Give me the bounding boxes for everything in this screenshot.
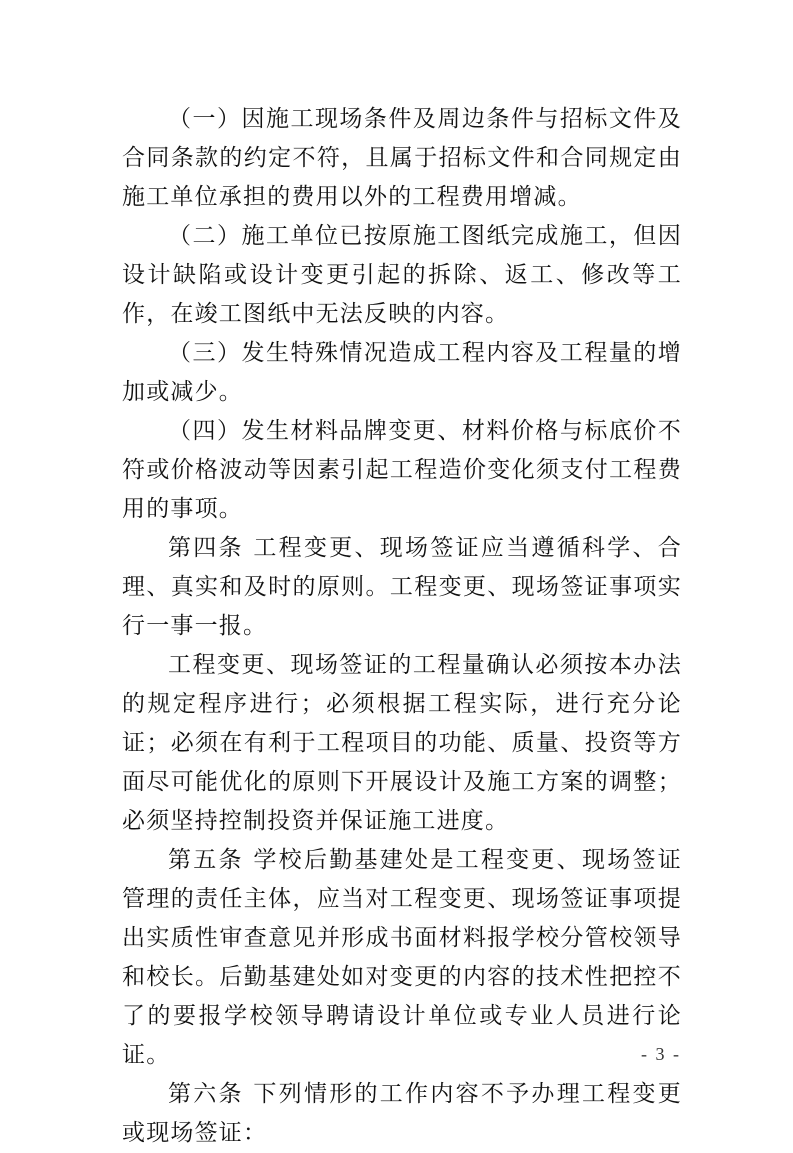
paragraph-article-6: 第六条 下列情形的工作内容不予办理工程变更或现场签证： — [122, 1081, 682, 1146]
paragraph-clause-3: （三）发生特殊情况造成工程内容及工程量的增加或减少。 — [122, 340, 682, 405]
paragraph-article-4-detail: 工程变更、现场签证的工程量确认必须按本办法的规定程序进行；必须根据工程实际，进行充分论证；必须在有利于工程项目的功能、质量、投资等方面尽可能优化的原则下开展设计及施工方案的调整；必须坚持控制投资并保证施工进度。 — [122, 652, 682, 834]
paragraph-article-4: 第四条 工程变更、现场签证应当遵循科学、合理、真实和及时的原则。工程变更、现场签证事项实行一事一报。 — [122, 535, 682, 639]
page-number: - 3 - — [641, 1044, 681, 1064]
paragraph-clause-1: （一）因施工现场条件及周边条件与招标文件及合同条款的约定不符，且属于招标文件和合同规定由施工单位承担的费用以外的工程费用增减。 — [122, 106, 682, 210]
paragraph-clause-4: （四）发生材料品牌变更、材料价格与标底价不符或价格波动等因素引起工程造价变化须支付工程费用的事项。 — [122, 418, 682, 522]
document-body — [122, 100, 682, 1153]
paragraph-article-5: 第五条 学校后勤基建处是工程变更、现场签证管理的责任主体，应当对工程变更、现场签证事项提出实质性审查意见并形成书面材料报学校分管校领导和校长。后勤基建处如对变更的内容的技术性把控不了的要报学校领导聘请设计单位或专业人员进行论证。 — [122, 847, 682, 1068]
paragraph-clause-2: （二）施工单位已按原施工图纸完成施工，但因设计缺陷或设计变更引起的拆除、返工、修改等工作，在竣工图纸中无法反映的内容。 — [122, 223, 682, 327]
